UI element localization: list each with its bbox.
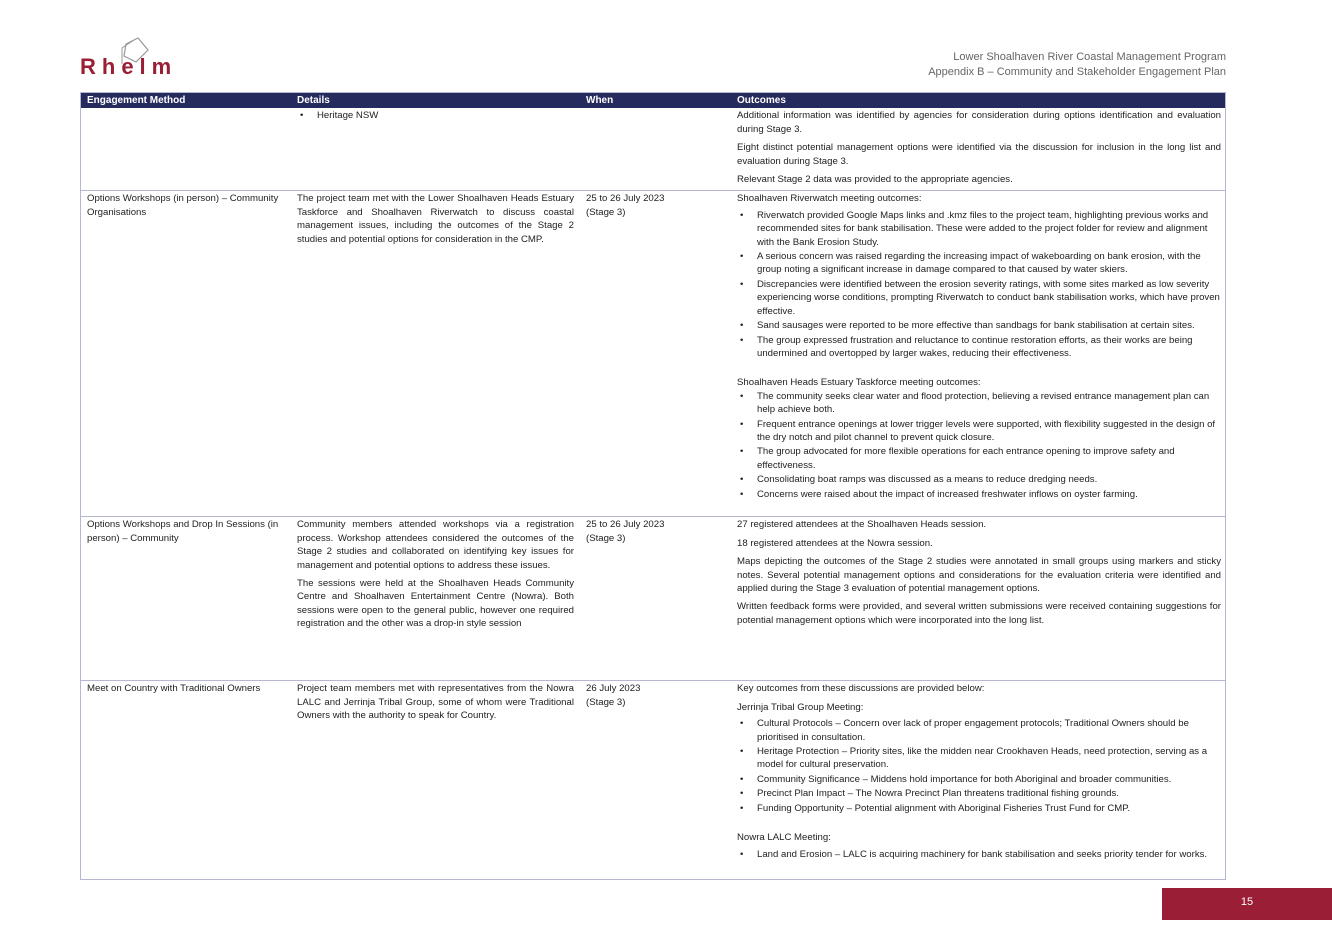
column-header-method: Engagement Method	[81, 93, 291, 108]
taskforce-heading: Shoalhaven Heads Estuary Taskforce meeting outcomes:	[737, 377, 981, 389]
table-row	[81, 191, 1226, 517]
page-number: 15	[1162, 888, 1332, 920]
cell-details	[291, 517, 580, 681]
column-header-details: Details	[291, 93, 580, 108]
when-stage: (Stage 3)	[586, 206, 626, 218]
outcome-text: Relevant Stage 2 data was provided to the appropriate agencies.	[737, 174, 1013, 186]
column-header-when: When	[580, 93, 731, 108]
cell-method: Meet on Country with Traditional Owners	[81, 681, 291, 869]
cell-when	[580, 191, 731, 517]
cell-method: Options Workshops (in person) – Community Organisations	[81, 191, 291, 517]
cell-method: Options Workshops and Drop In Sessions (in person) – Community	[81, 517, 291, 681]
outcome-text: 27 registered attendees at the Shoalhaven Heads session.	[737, 519, 987, 531]
when-stage: (Stage 3)	[586, 696, 626, 708]
header-appendix-title: Appendix B – Community and Stakeholder Engagement Plan	[928, 66, 1226, 78]
list-item: • Funding Opportunity – Potential alignment with Aboriginal Fisheries Trust Fund for CMP.	[737, 802, 1221, 815]
column-header-outcomes: Outcomes	[731, 93, 1226, 108]
nowra-heading: Nowra LALC Meeting:	[737, 832, 831, 844]
logo-text: Rhelm	[80, 54, 178, 79]
list-item: • Land and Erosion – LALC is acquiring machinery for bank stabilisation and seeks priority tender for works.	[737, 848, 1221, 861]
list-item: • Consolidating boat ramps was discussed as a means to reduce dredging needs.	[737, 473, 1221, 486]
cell-outcomes	[731, 681, 1226, 869]
outcome-text: Written feedback forms were provided, and several written submissions were received containing suggestions for potential management options which were incorporated into the long list.	[737, 601, 1221, 626]
outcome-text: Eight distinct potential management options were identified via the discussion for inclusion in the long list and evaluation during Stage 3.	[737, 142, 1221, 167]
list-item: • Community Significance – Middens hold importance for both Aboriginal and broader communities.	[737, 773, 1221, 786]
cell-outcomes	[731, 108, 1226, 191]
when-date: 26 July 2023	[586, 683, 641, 695]
table-row	[81, 681, 1226, 869]
outcome-text: Maps depicting the outcomes of the Stage 2 studies were annotated in small groups using markers and sticky notes. Several potential management options and considerations for the evaluation criteria were identified and applied during the Stage 3 evaluation of potential management options.	[737, 556, 1221, 595]
cell-when	[580, 681, 731, 869]
outcome-intro: Key outcomes from these discussions are provided below:	[737, 683, 985, 695]
cell-details: The project team met with the Lower Shoalhaven Heads Estuary Taskforce and Shoalhaven Riverwatch to discuss coastal management issues, including the outcomes of the Stage 2 studies and potential options for consideration in the CMP.	[291, 191, 580, 517]
riverwatch-heading: Shoalhaven Riverwatch meeting outcomes:	[737, 193, 922, 205]
table-header-row	[81, 93, 1226, 108]
table-row	[81, 517, 1226, 681]
cell-method	[81, 108, 291, 191]
list-item: • The group advocated for more flexible operations for each entrance opening to improve safety and effectiveness.	[737, 445, 1221, 472]
document-header	[928, 50, 1226, 80]
table-row	[81, 108, 1226, 191]
cell-outcomes	[731, 517, 1226, 681]
cell-outcomes	[731, 191, 1226, 517]
list-item: • A serious concern was raised regarding the increasing impact of wakeboarding on bank erosion, with the group noting a significant increase in damage compared to that caused by water skiers.	[737, 250, 1221, 277]
when-stage: (Stage 3)	[586, 532, 626, 544]
list-item: • Discrepancies were identified between the erosion severity ratings, with some sites marked as low severity experiencing worse conditions, prompting Riverwatch to conduct bank stabilisation works, which have proven effective.	[737, 278, 1221, 318]
list-item: • Concerns were raised about the impact of increased freshwater inflows on oyster farming.	[737, 488, 1221, 501]
list-item: • Cultural Protocols – Concern over lack of proper engagement protocols; Traditional Owners should be prioritised in consultation.	[737, 717, 1221, 744]
rhelm-logo	[80, 36, 200, 80]
when-date: 25 to 26 July 2023	[586, 193, 665, 205]
list-item: • Frequent entrance openings at lower trigger levels were supported, with flexibility suggested in the design of the dry notch and pilot channel to prevent quick closure.	[737, 418, 1221, 445]
cell-details	[291, 108, 580, 191]
list-item: • Heritage Protection – Priority sites, like the midden near Crookhaven Heads, need protection, serving as a model for cultural preservation.	[737, 745, 1221, 772]
list-item: • The group expressed frustration and reluctance to continue restoration efforts, as their works are being undermined and overtopped by larger wakes, reducing their effectiveness.	[737, 334, 1221, 361]
list-item: • The community seeks clear water and flood protection, believing a revised entrance management plan can help achieve both.	[737, 390, 1221, 417]
details-text: Community members attended workshops via a registration process. Workshop attendees considered the outcomes of the Stage 2 studies and collaborated on identifying key issues for management and potential options to address these issues.	[297, 519, 574, 571]
list-item: • Heritage NSW	[297, 109, 574, 122]
cell-when	[580, 517, 731, 681]
list-item: • Sand sausages were reported to be more effective than sandbags for bank stabilisation at certain sites.	[737, 319, 1221, 332]
list-item: • Precinct Plan Impact – The Nowra Precinct Plan threatens traditional fishing grounds.	[737, 787, 1221, 800]
engagement-table	[80, 92, 1226, 880]
cell-details: Project team members met with representatives from the Nowra LALC and Jerrinja Tribal Group, some of whom were Traditional Owners with the authority to speak for Country.	[291, 681, 580, 869]
cell-when	[580, 108, 731, 191]
outcome-text: 18 registered attendees at the Nowra session.	[737, 537, 933, 549]
when-date: 25 to 26 July 2023	[586, 519, 665, 531]
outcome-text: Additional information was identified by agencies for consideration during options identification and evaluation during Stage 3.	[737, 110, 1221, 135]
jerrinja-heading: Jerrinja Tribal Group Meeting:	[737, 701, 864, 713]
list-item: • Riverwatch provided Google Maps links and .kmz files to the project team, highlighting previous works and recommended sites for bank stabilisation. These were added to the project folder for review and alignment with the Bank Erosion Study.	[737, 209, 1221, 249]
header-program-title: Lower Shoalhaven River Coastal Management Program	[953, 51, 1226, 63]
details-text: The sessions were held at the Shoalhaven Heads Community Centre and Shoalhaven Entertainment Centre (Nowra). Both sessions were open to the general public, however one required registration and the other was a drop-in style session	[297, 578, 574, 630]
